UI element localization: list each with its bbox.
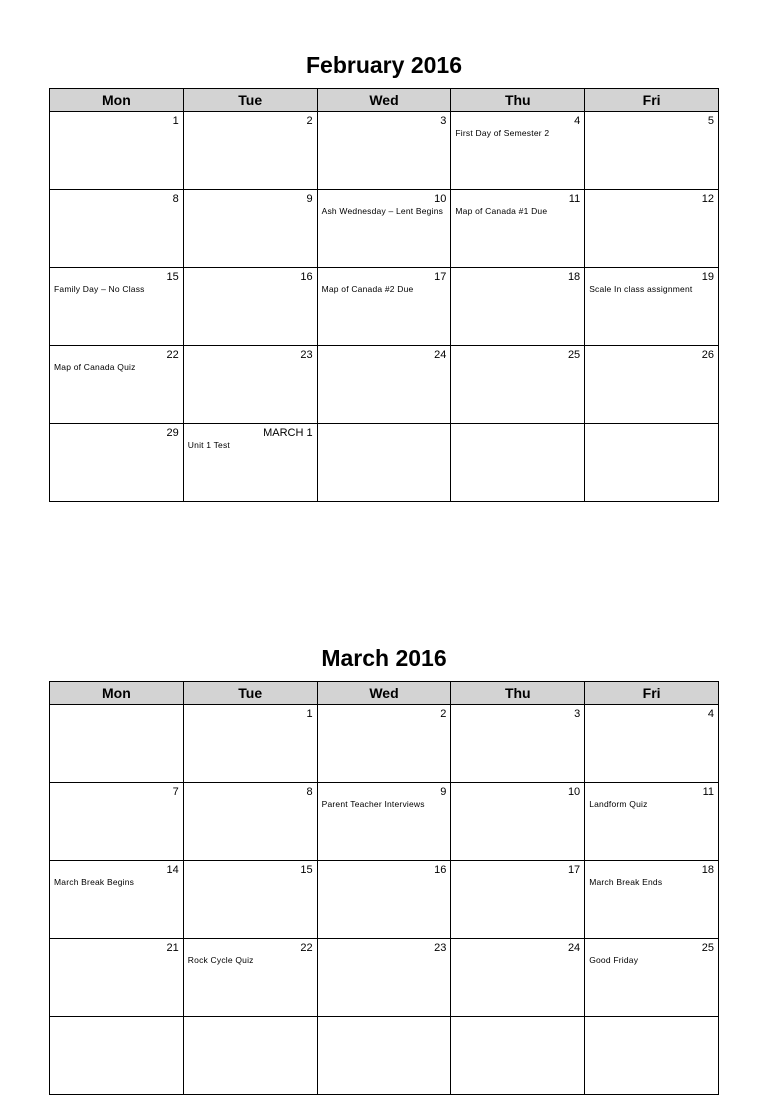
day-cell	[50, 112, 184, 190]
day-cell	[585, 861, 719, 939]
day-event: Ash Wednesday – Lent Begins	[321, 206, 444, 216]
day-cell	[451, 190, 585, 268]
day-number: 8	[172, 193, 179, 205]
day-event: Map of Canada Quiz	[54, 362, 136, 372]
day-number: 22	[300, 942, 313, 954]
day-number: 1	[306, 708, 313, 720]
day-number: 2	[306, 115, 313, 127]
weekday-header: Mon	[50, 89, 184, 112]
day-event: Map of Canada #2 Due	[321, 284, 414, 294]
day-event: First Day of Semester 2	[455, 128, 550, 138]
day-event: March Break Begins	[54, 877, 135, 887]
day-cell	[183, 1017, 317, 1095]
day-event: Map of Canada #1 Due	[455, 206, 548, 216]
day-cell	[585, 424, 719, 502]
day-number: 4	[574, 115, 581, 127]
week-row	[50, 1017, 719, 1095]
day-number: 9	[306, 193, 313, 205]
weekday-header: Wed	[317, 682, 451, 705]
day-cell	[585, 1017, 719, 1095]
day-cell	[317, 346, 451, 424]
day-number: 3	[574, 708, 581, 720]
day-cell	[585, 705, 719, 783]
day-event: Scale In class assignment	[589, 284, 693, 294]
day-cell	[451, 783, 585, 861]
day-number: 8	[306, 786, 313, 798]
day-cell	[50, 705, 184, 783]
day-cell	[183, 705, 317, 783]
day-cell	[585, 939, 719, 1017]
day-number: 18	[701, 864, 714, 876]
calendar-title: March 2016	[321, 645, 447, 671]
day-number: 2	[440, 708, 447, 720]
day-cell	[451, 424, 585, 502]
day-number: 16	[300, 271, 313, 283]
day-number: 17	[434, 271, 447, 283]
day-event: Unit 1 Test	[187, 440, 230, 450]
week-row	[50, 190, 719, 268]
weekday-header-row	[50, 682, 719, 705]
day-number: 22	[166, 349, 179, 361]
day-cell	[451, 939, 585, 1017]
day-cell	[585, 190, 719, 268]
day-cell	[50, 346, 184, 424]
day-cell	[451, 1017, 585, 1095]
day-cell	[317, 1017, 451, 1095]
weekday-header: Fri	[585, 89, 719, 112]
day-cell	[451, 705, 585, 783]
day-number: 10	[434, 193, 447, 205]
day-cell	[317, 861, 451, 939]
day-cell	[585, 783, 719, 861]
day-number: 3	[440, 115, 447, 127]
day-cell	[183, 346, 317, 424]
week-row	[50, 424, 719, 502]
day-number: 29	[166, 427, 179, 439]
day-event: Family Day – No Class	[54, 284, 145, 294]
calendar-grid	[49, 88, 719, 502]
day-cell	[50, 783, 184, 861]
day-cell	[50, 861, 184, 939]
week-row	[50, 705, 719, 783]
day-number: 16	[434, 864, 447, 876]
week-row	[50, 939, 719, 1017]
weekday-header: Wed	[317, 89, 451, 112]
day-cell	[585, 346, 719, 424]
week-row	[50, 861, 719, 939]
calendar-february-2016	[49, 48, 719, 502]
day-number: 21	[166, 942, 179, 954]
day-number: 24	[434, 349, 447, 361]
day-cell	[50, 424, 184, 502]
day-cell	[317, 705, 451, 783]
weekday-header: Thu	[451, 682, 585, 705]
day-cell	[183, 783, 317, 861]
day-number: 15	[166, 271, 179, 283]
day-cell	[183, 939, 317, 1017]
weekday-header: Tue	[183, 682, 317, 705]
day-cell	[451, 861, 585, 939]
calendar-title: February 2016	[306, 52, 462, 78]
day-cell	[317, 112, 451, 190]
day-number: 24	[567, 942, 581, 954]
day-number: 19	[701, 271, 714, 283]
week-row	[50, 268, 719, 346]
day-number: 23	[434, 942, 447, 954]
day-number: 11	[702, 786, 714, 798]
day-cell	[451, 268, 585, 346]
day-event: Good Friday	[589, 955, 639, 965]
weekday-header: Fri	[585, 682, 719, 705]
weekday-header-row	[50, 89, 719, 112]
day-number: 11	[568, 193, 581, 205]
day-number: 25	[567, 349, 581, 361]
day-number: 7	[172, 786, 179, 798]
day-event: Rock Cycle Quiz	[187, 955, 254, 965]
weekday-header: Tue	[183, 89, 317, 112]
week-row	[50, 346, 719, 424]
day-cell	[183, 861, 317, 939]
day-cell	[317, 783, 451, 861]
day-number: 18	[567, 271, 581, 283]
day-number: 25	[701, 942, 714, 954]
day-cell	[50, 939, 184, 1017]
day-number: 23	[300, 349, 313, 361]
week-row	[50, 112, 719, 190]
day-number: MARCH 1	[263, 427, 313, 439]
week-row	[50, 783, 719, 861]
day-event: Landform Quiz	[589, 799, 648, 809]
day-cell	[183, 190, 317, 268]
day-cell	[451, 112, 585, 190]
day-cell	[183, 112, 317, 190]
day-cell	[317, 190, 451, 268]
day-event: Parent Teacher Interviews	[321, 799, 425, 809]
weekday-header: Thu	[451, 89, 585, 112]
day-cell	[317, 268, 451, 346]
day-number: 12	[701, 193, 714, 205]
weekday-header: Mon	[50, 682, 184, 705]
day-cell	[183, 268, 317, 346]
day-cell	[585, 112, 719, 190]
day-cell	[585, 268, 719, 346]
day-number: 5	[707, 115, 714, 127]
day-number: 14	[166, 864, 179, 876]
day-cell	[50, 190, 184, 268]
day-number: 1	[172, 115, 179, 127]
day-cell	[50, 268, 184, 346]
day-cell	[451, 346, 585, 424]
day-number: 9	[440, 786, 447, 798]
day-event: March Break Ends	[589, 877, 663, 887]
day-number: 17	[567, 864, 581, 876]
calendar-march-2016	[49, 641, 719, 1095]
day-cell	[317, 939, 451, 1017]
day-cell	[317, 424, 451, 502]
day-number: 4	[707, 708, 714, 720]
day-number: 10	[567, 786, 581, 798]
day-number: 26	[701, 349, 714, 361]
day-number: 15	[300, 864, 313, 876]
calendar-grid	[49, 681, 719, 1095]
day-cell	[183, 424, 317, 502]
day-cell	[50, 1017, 184, 1095]
